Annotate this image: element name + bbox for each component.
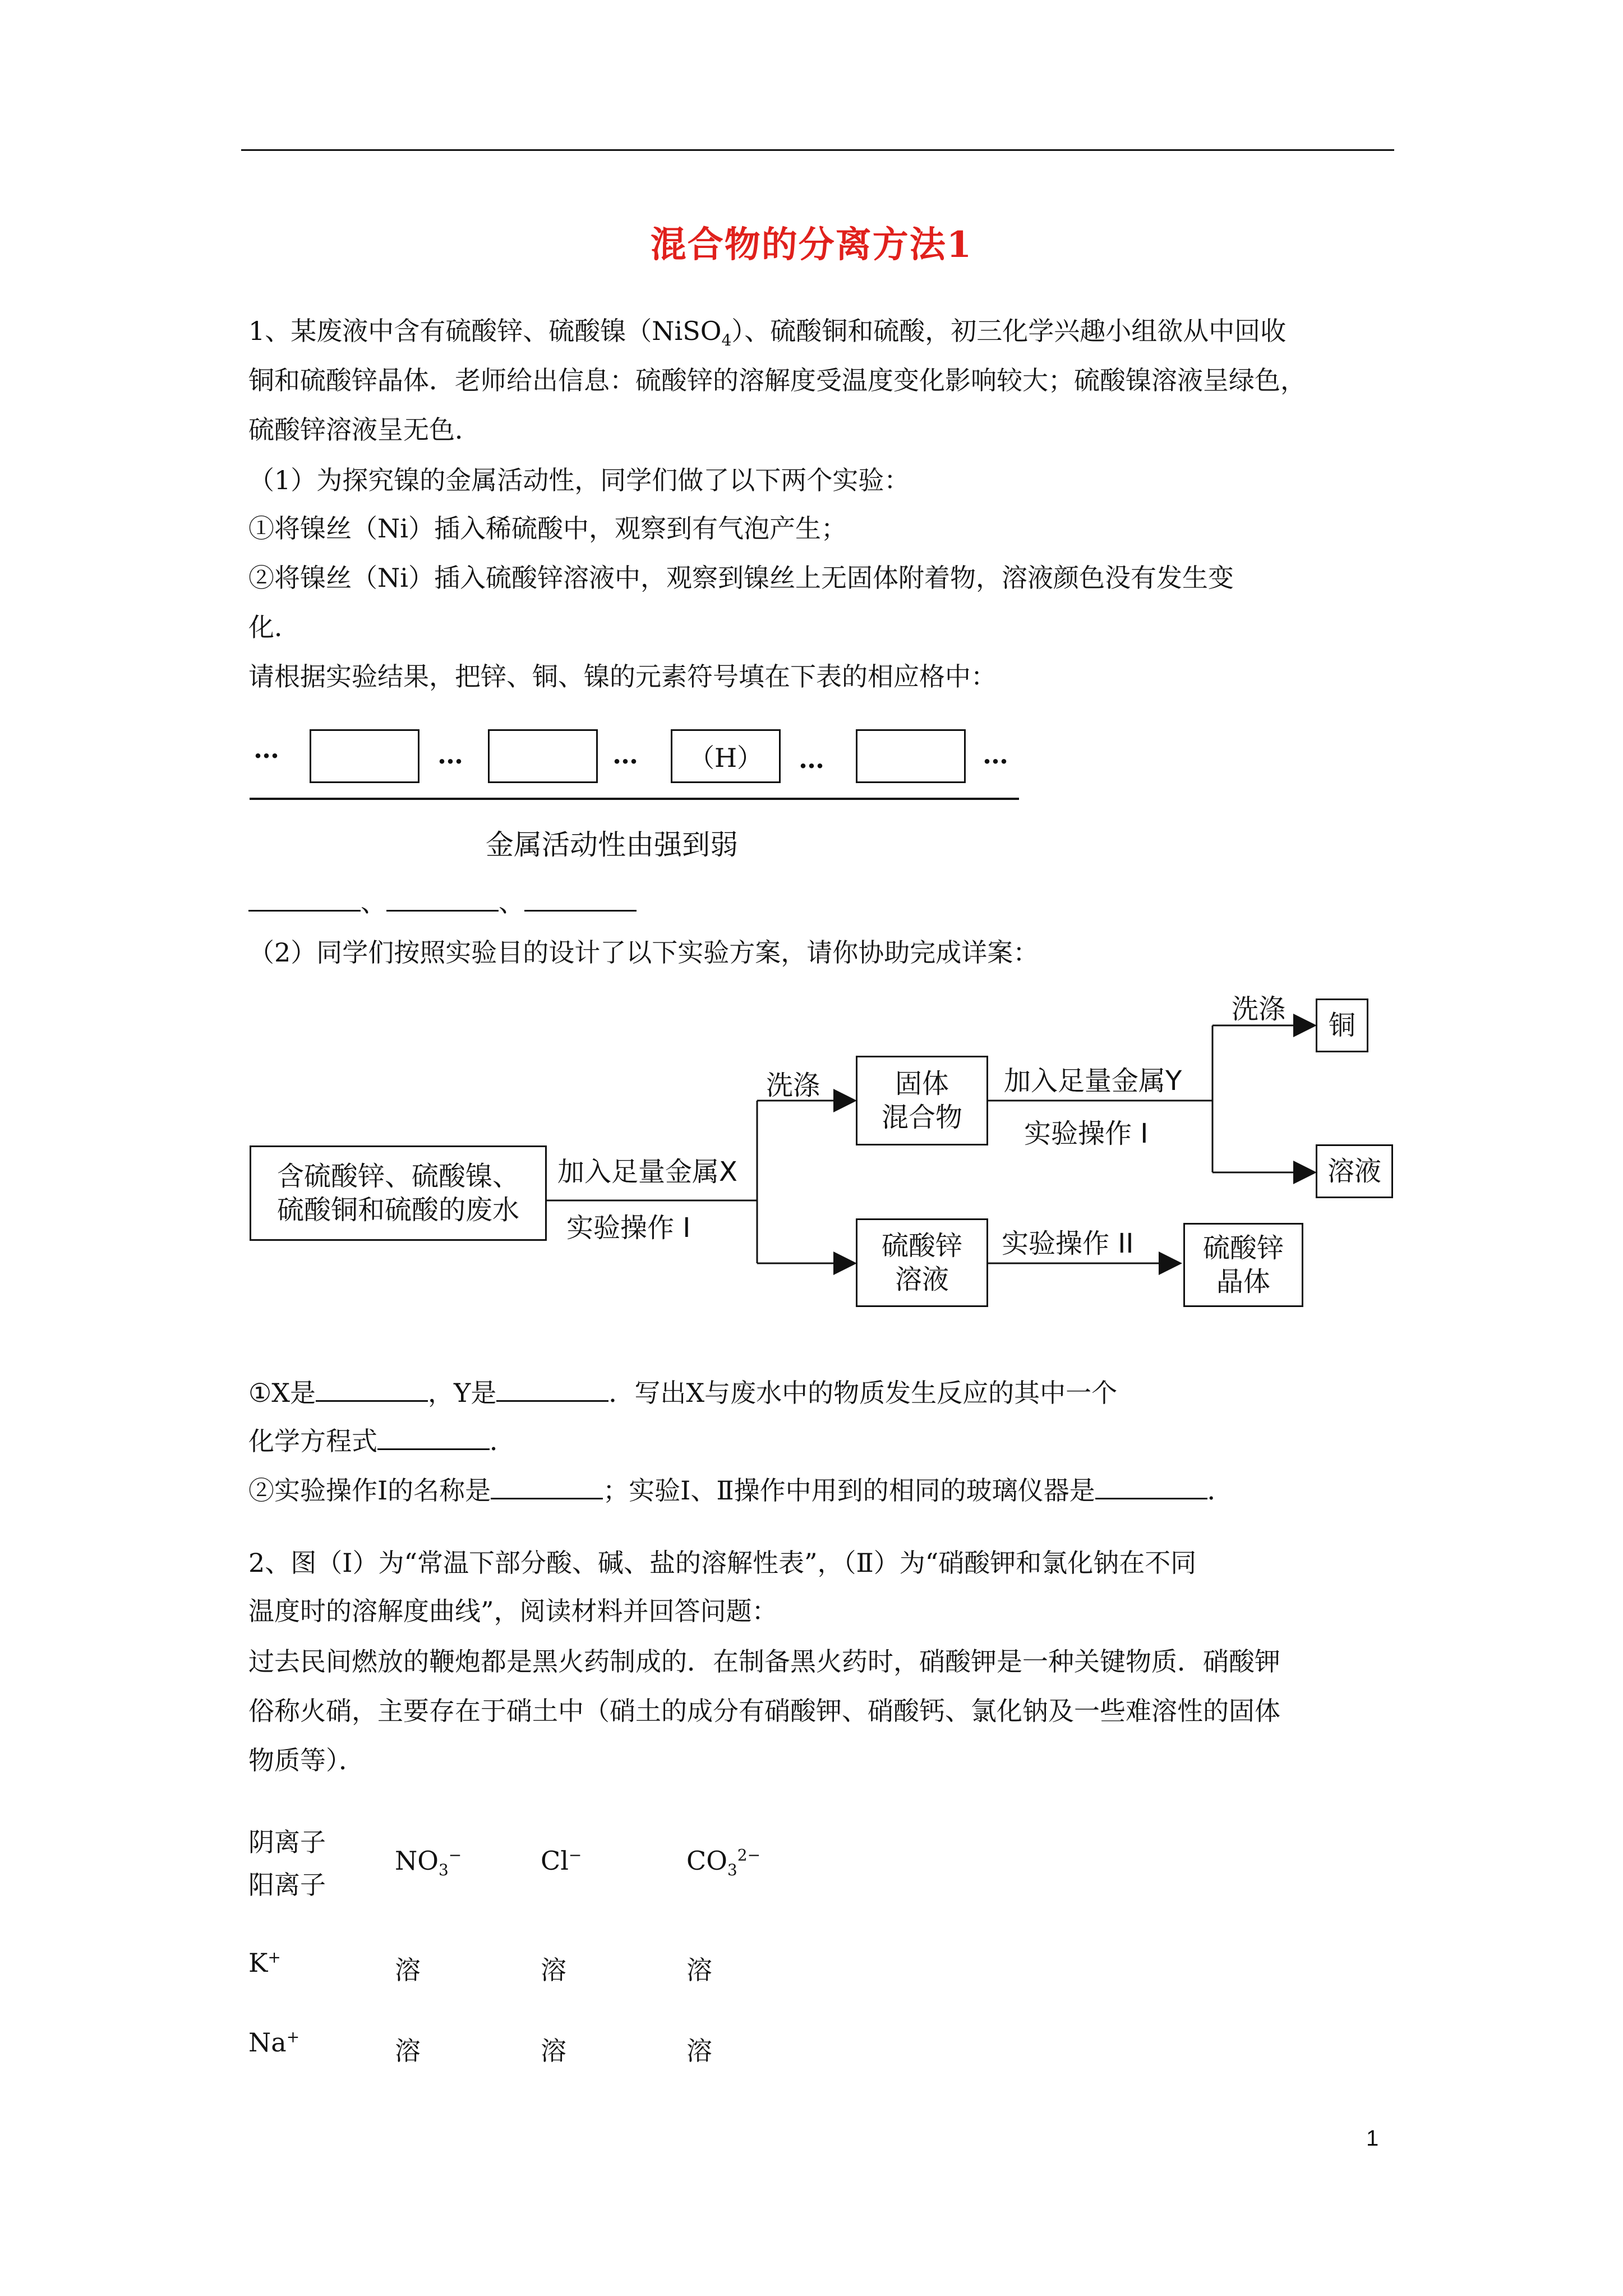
flow-label-op2: 实验操作 II xyxy=(1002,1228,1134,1259)
table-cell: 溶 xyxy=(541,1955,566,1985)
q1-ask: 请根据实验结果，把锌、铜、镍的元素符号填在下表的相应格中： xyxy=(248,661,997,692)
q1-intro-line2: 铜和硫酸锌晶体．老师给出信息：硫酸锌的溶解度受温度变化影响较大；硫酸镍溶液呈绿色， xyxy=(248,365,1306,395)
flow-solid-mixture-box: 固体 混合物 xyxy=(856,1056,988,1145)
ellipsis-1: … xyxy=(253,734,279,764)
hydrogen-box: （H） xyxy=(671,729,781,783)
flow-znso4-crystal-box: 硫酸锌 晶体 xyxy=(1183,1223,1303,1307)
flow-label-op1-b: 实验操作 I xyxy=(1024,1118,1149,1149)
q1-exp1: ①将镍丝（Ni）插入稀硫酸中，观察到有气泡产生； xyxy=(248,513,847,544)
q1-sub1-line2: 化学方程式 ． xyxy=(248,1424,515,1458)
q2-line3: 过去民间燃放的鞭炮都是黑火药制成的．在制备黑火药时，硝酸钾是一种关键物质．硝酸钾 xyxy=(248,1646,1280,1677)
table-cell: 溶 xyxy=(686,1955,712,1985)
table-row-cation: Na+ xyxy=(248,2027,300,2058)
table-corner-cation: 阳离子 xyxy=(248,1870,326,1900)
flow-label-add-y: 加入足量金属Y xyxy=(1004,1065,1182,1097)
ellipsis-5: … xyxy=(983,739,1008,770)
q1-intro-line1: 1、某废液中含有硫酸锌、硫酸镍（NiSO$_4$）、硫酸铜和硫酸，初三化学兴趣小组欲从中回收 xyxy=(248,316,1287,350)
table-row-cation: K+ xyxy=(248,1948,281,1978)
flow-solution-box: 溶液 xyxy=(1316,1144,1393,1198)
q1-exp2-line1: ②将镍丝（Ni）插入硫酸锌溶液中，观察到镍丝上无固体附着物，溶液颜色没有发生变 xyxy=(248,563,1234,593)
table-header-anion: $NO_3^-$ xyxy=(395,1846,462,1880)
flow-start-box: 含硫酸锌、硫酸镍、 硫酸铜和硫酸的废水 xyxy=(250,1145,547,1241)
page-title: 混合物的分离方法1 xyxy=(650,224,973,266)
q1-part1: （1）为探究镍的金属活动性，同学们做了以下两个实验： xyxy=(248,465,910,495)
activity-caption: 金属活动性由强到弱 xyxy=(486,829,738,861)
q1-exp2-line2: 化． xyxy=(248,612,300,642)
flow-label-wash-1: 洗涤 xyxy=(766,1070,820,1101)
flow-copper-box: 铜 xyxy=(1316,999,1368,1052)
flow-label-add-x: 加入足量金属X xyxy=(557,1156,737,1188)
ellipsis-4: … xyxy=(799,744,824,774)
table-corner-anion: 阴离子 xyxy=(248,1827,326,1857)
q2-line2: 温度时的溶解度曲线”，阅读材料并回答问题： xyxy=(248,1596,778,1626)
flow-znso4-solution-box: 硫酸锌 溶液 xyxy=(856,1218,988,1307)
table-cell: 溶 xyxy=(395,2036,421,2066)
glassware-blank[interactable] xyxy=(1095,1473,1207,1499)
q1-intro-line3: 硫酸锌溶液呈无色． xyxy=(248,415,481,445)
table-header-anion: Cl− xyxy=(541,1846,582,1876)
flow-label-op1-a: 实验操作 I xyxy=(566,1212,691,1244)
q2-line1: 2、图（Ⅰ）为“常温下部分酸、碱、盐的溶解性表”，（Ⅱ）为“硝酸钾和氯化钠在不同 xyxy=(248,1548,1197,1578)
table-header-anion: $CO_3^{2-}$ xyxy=(686,1846,761,1880)
table-cell: 溶 xyxy=(541,2036,566,2066)
equation-answer-blank[interactable] xyxy=(377,1424,490,1450)
q2-line4: 俗称火硝，主要存在于硝土中（硝土的成分有硝酸钾、硝酸钙、氯化钠及一些难溶性的固体 xyxy=(248,1696,1280,1726)
y-answer-blank[interactable] xyxy=(496,1375,608,1402)
table-cell: 溶 xyxy=(686,2036,712,2066)
q1-sub1-line1: ①X是 ，Y是 ．写出X与废水中的物质发生反应的其中一个 xyxy=(248,1375,1117,1410)
operation-name-blank[interactable] xyxy=(491,1473,603,1499)
table-cell: 溶 xyxy=(395,1955,421,1985)
flow-label-wash-2: 洗涤 xyxy=(1232,993,1286,1025)
q1-sub2: ②实验操作Ⅰ的名称是 ；实验Ⅰ、Ⅱ操作中用到的相同的玻璃仪器是 ． xyxy=(248,1473,1233,1507)
q1-part2: （2）同学们按照实验目的设计了以下实验方案，请你协助完成详案： xyxy=(248,937,1039,968)
page-number: 1 xyxy=(1366,2126,1379,2151)
q2-line5: 物质等）． xyxy=(248,1745,365,1775)
ellipsis-2: … xyxy=(437,739,463,770)
activity-answer-blanks: 、 、 xyxy=(248,885,637,919)
ellipsis-3: … xyxy=(612,739,638,770)
x-answer-blank[interactable] xyxy=(316,1375,428,1402)
